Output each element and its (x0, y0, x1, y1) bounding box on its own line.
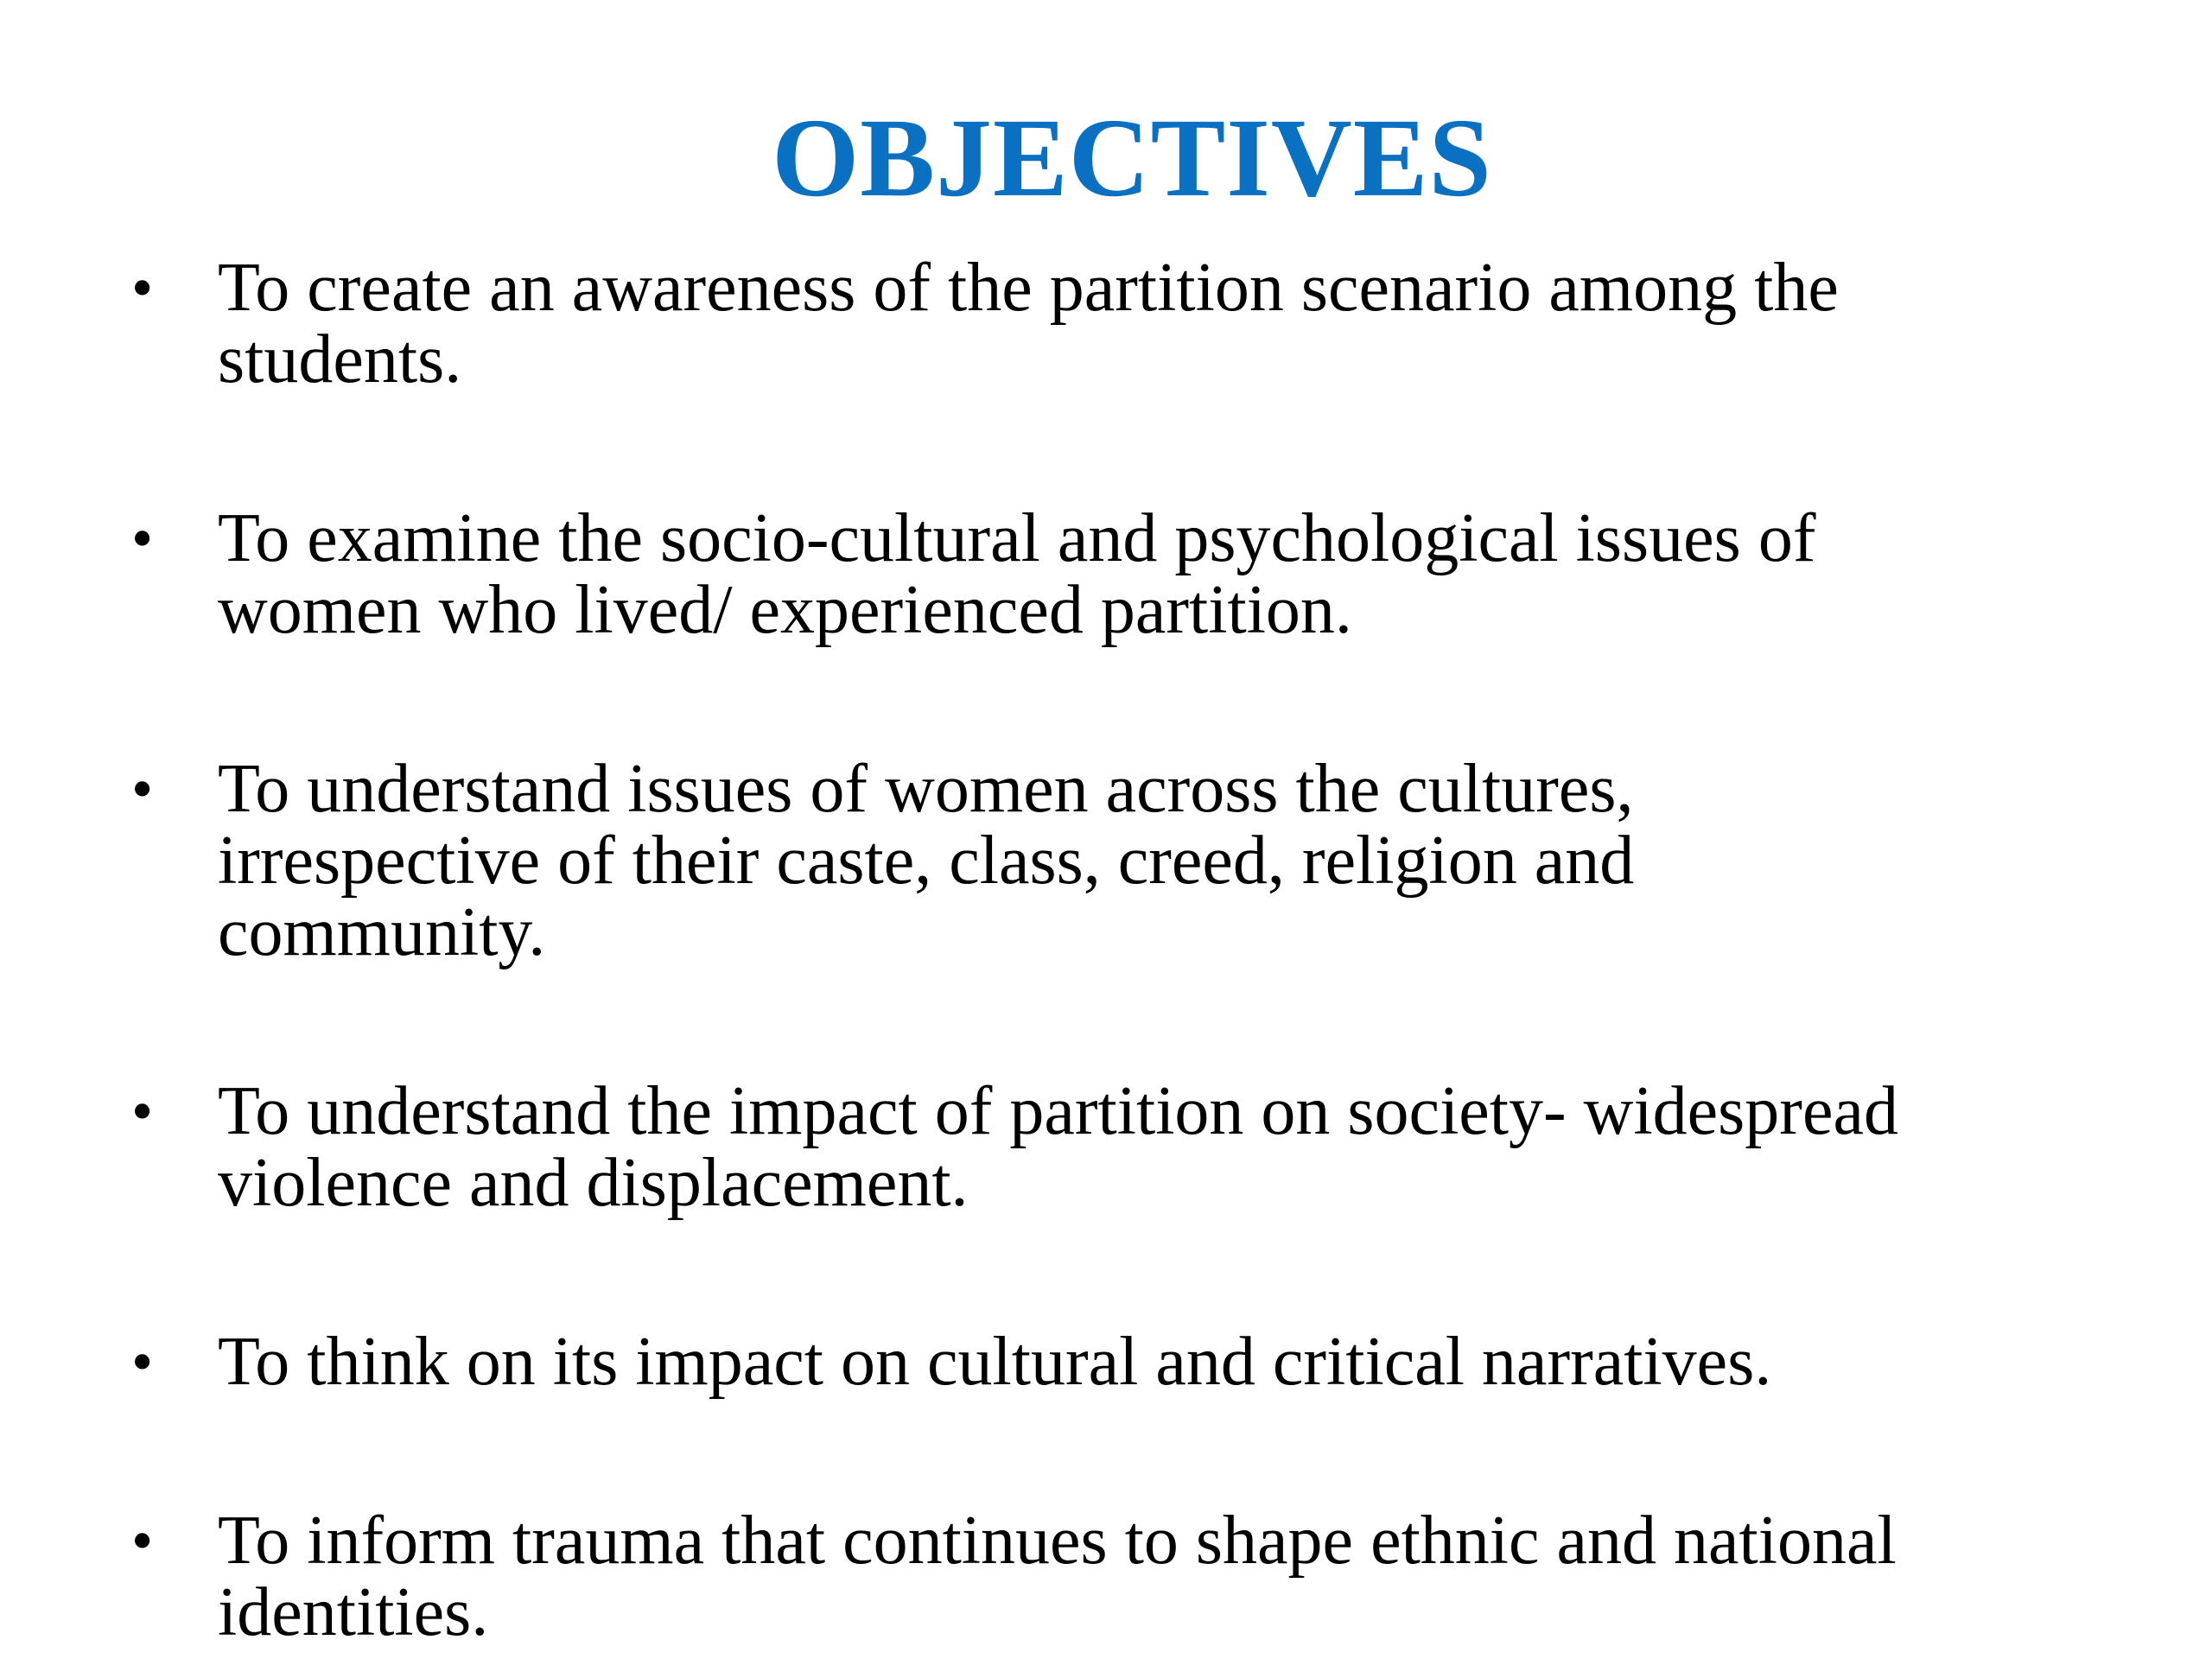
slide-title: OBJECTIVES (772, 96, 1492, 220)
bullet-icon: • (131, 1077, 154, 1146)
bullet-icon: • (131, 754, 154, 823)
bullet-icon: • (131, 253, 154, 322)
objective-text: To understand issues of women across the cultures, irrespective of their caste, class, creed, religion and community. (218, 751, 1635, 970)
bullet-icon: • (131, 1506, 154, 1575)
bullet-icon: • (131, 504, 154, 573)
objective-text: To create an awareness of the partition scenario among the students. (218, 250, 1839, 397)
bullet-icon: • (131, 1327, 154, 1396)
objective-text: To examine the socio-cultural and psychological issues of women who lived/ experienced partition. (218, 500, 1816, 648)
objective-text: To think on its impact on cultural and critical narratives. (218, 1324, 1772, 1400)
objective-text: To inform trauma that continues to shape ethnic and national identities. (218, 1503, 1897, 1650)
objective-text: To understand the impact of partition on society- widespread violence and displacement. (218, 1073, 1898, 1221)
